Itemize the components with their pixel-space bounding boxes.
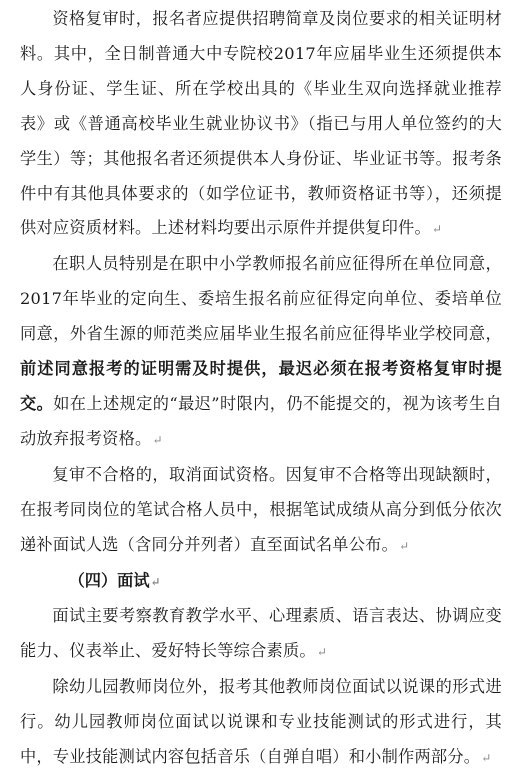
paragraph-text: 如在上述规定的“最迟”时限内，仍不能提交的，视为该考生自动放弃报考资格。	[20, 393, 502, 448]
paragraph-interview-content	[20, 599, 502, 670]
paragraph-mark-icon: ↵	[150, 574, 161, 589]
paragraph-interview-format	[20, 670, 502, 776]
paragraph-text: 在职人员特别是在职中小学教师报名前应征得所在单位同意，2017年毕业的定向生、委培生报名前应征得定向单位、委培单位同意，外省生源的师范类应届毕业生报名前应征得毕业学校同意，	[20, 254, 502, 344]
section-heading-interview	[20, 564, 502, 600]
paragraph-text: 面试主要考察教育教学水平、心理素质、语言表达、协调应变能力、仪表举止、爱好特长等综合素质。	[20, 606, 502, 661]
paragraph-mark-icon: ↵	[481, 751, 492, 766]
paragraph-review-failure	[20, 458, 502, 564]
heading-text: （四）面试	[68, 570, 150, 590]
paragraph-mark-icon: ↵	[152, 432, 163, 447]
paragraph-text: 除幼儿园教师岗位外，报考其他教师岗位面试以说课的形式进行。幼儿园教师岗位面试以说课和专业技能测试的形式进行，其中，专业技能测试内容包括音乐（自弹自唱）和小制作两部分。	[20, 677, 502, 767]
document-page	[20, 2, 502, 776]
paragraph-text: 复审不合格的，取消面试资格。因复审不合格等出现缺额时，在报考同岗位的笔试合格人员中，根据笔试成绩从高分到低分依次递补面试人选（含同分并列者）直至面试名单公布。	[20, 464, 502, 554]
paragraph-review-materials	[20, 2, 502, 247]
paragraph-text: 资格复审时，报名者应提供招聘简章及岗位要求的相关证明材料。其中，全日制普通大中专院校2017年应届毕业生还须提供本人身份证、学生证、所在学校出具的《毕业生双向选择就业推荐表》或《普通高校毕业生就业协议书》（指已与用人单位签约的大学生）等；其他报名者还须提供本人身份证、毕业证书等。报考条件中有其他具体要求的（如学位证书，教师资格证书等），还须提供对应资质材料。上述材料均要出示原件并提供复印件。	[20, 9, 502, 238]
paragraph-employed-consent	[20, 247, 502, 457]
paragraph-mark-icon: ↵	[316, 645, 328, 660]
paragraph-bold-text: 前述同意报考的证明需及时提供，最迟必须在报考资格复审时提交。	[20, 359, 502, 413]
paragraph-mark-icon: ↵	[399, 538, 410, 553]
paragraph-mark-icon: ↵	[431, 222, 443, 237]
